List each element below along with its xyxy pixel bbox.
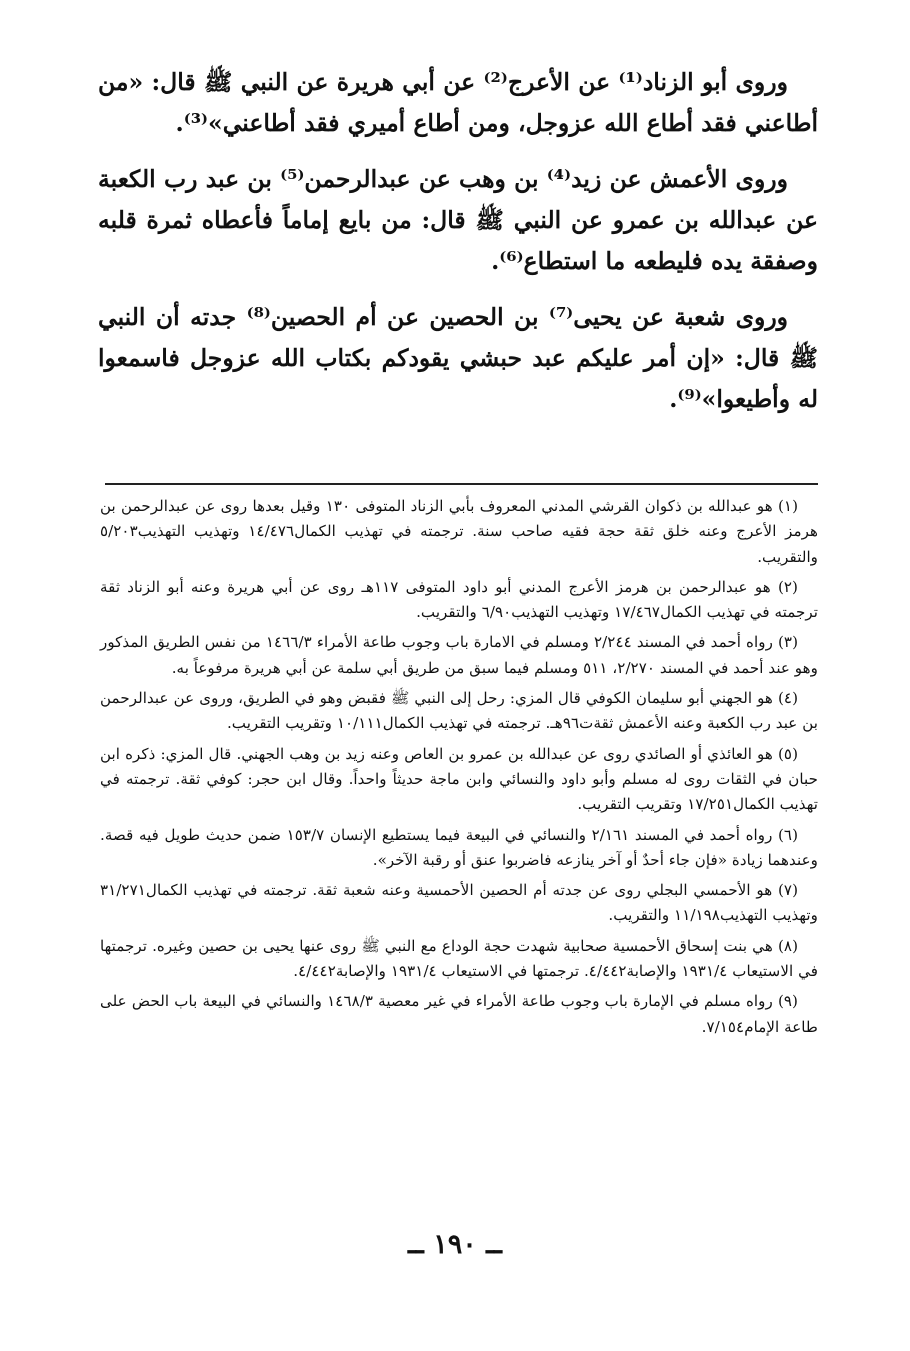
footnote-1: (١) هو عبدالله بن ذكوان القرشي المدني المعروف بأبي الزناد المتوفى ١٣٠ وقيل بعدها روى عن عبدالرحمن بن هرمز الأعرج وعنه خلق ثقة حجة فقيه صاحب سنة. ترجمته في تهذيب الكمال١٤/٤٧٦ وتهذيب التهذيب٥/٢٠٣ والتقريب. — [100, 497, 818, 566]
footnote-8: (٨) هي بنت إسحاق الأحمسية صحابية شهدت حجة الوداع مع النبي ﷺ روى عنها يحيى بن حصين وغيره. ترجمتها في الاستيعاب ١٩٣١/٤ والإصابة٤/٤٤٢. ترجمتها في الاستيعاب ١٩٣١/٤ والإصابة٤/٤٤٢. — [100, 936, 818, 981]
footnote-7: (٧) هو الأحمسي البجلي روى عن جدته أم الحصين الأحمسية وعنه شعبة ثقة. ترجمته في تهذيب الكمال٣١/٢٧١ وتهذيب التهذيب١١/١٩٨ والتقريب. — [100, 881, 818, 925]
footnotes-section — [100, 494, 818, 1045]
footnote-6: (٦) رواه أحمد في المسند ٢/١٦١ والنسائي في البيعة فيما يستطيع الإنسان ١٥٣/٧ ضمن حديث طويل فيه قصة. وعندهما زيادة «فإن جاء أحدٌ أو آخر ينازعه فاضربوا عنق أو رقبة الآخر». — [100, 825, 818, 869]
main-paragraph-1: وروى أبو الزناد⁽¹⁾ عن الأعرج⁽²⁾ عن أبي هريرة عن النبي ﷺ قال: «من أطاعني فقد أطاع الله عزوجل، ومن أطاع أميري فقد أطاعني»⁽³⁾. — [98, 68, 818, 137]
footnote-9: (٩) رواه مسلم في الإمارة باب وجوب طاعة الأمراء في غير معصية ١٤٦٨/٣ والنسائي في البيعة باب الحض على طاعة الإمام٧/١٥٤. — [100, 992, 818, 1036]
main-text-body — [98, 62, 818, 435]
footnote-4: (٤) هو الجهني أبو سليمان الكوفي قال المزي: رحل إلى النبي ﷺ فقبض وهو في الطريق، وروى عن عبدالرحمن بن عبد رب الكعبة وعنه الأعمش ثقةت٩٦هـ. ترجمته في تهذيب الكمال١٠/١١١ وتقريب التقريب. — [100, 689, 818, 733]
footnote-3: (٣) رواه أحمد في المسند ٢/٢٤٤ ومسلم في الامارة باب وجوب طاعة الأمراء ١٤٦٦/٣ من نفس الطريق المذكور وهو عند أحمد في المسند ٢/٢٧٠، ٥١١ ومسلم فيما سبق من طريق أبي سلمة عن أبي هريرة مرفوعاً به. — [100, 633, 818, 677]
main-paragraph-2: وروى الأعمش عن زيد⁽⁴⁾ بن وهب عن عبدالرحمن⁽⁵⁾ بن عبد رب الكعبة عن عبدالله بن عمرو عن النبي ﷺ قال: من بايع إماماً فأعطاه ثمرة قلبه وصفقة يده فليطعه ما استطاع⁽⁶⁾. — [98, 165, 818, 275]
footnote-2: (٢) هو عبدالرحمن بن هرمز الأعرج المدني أبو داود المتوفى ١١٧هـ روى عن أبي هريرة وعنه أبو الزناد ثقة ترجمته في تهذيب الكمال١٧/٤٦٧ وتهذيب التهذيب٦/٩٠ والتقريب. — [100, 577, 818, 622]
main-paragraph-3: وروى شعبة عن يحيى⁽⁷⁾ بن الحصين عن أم الحصين⁽⁸⁾ جدته أن النبي ﷺ قال: «إن أمر عليكم عبد حبشي يقودكم بكتاب الله عزوجل فاسمعوا له وأطيعوا»⁽⁹⁾. — [98, 303, 818, 413]
footnote-5: (٥) هو العائذي أو الصائدي روى عن عبدالله بن عمرو بن العاص وعنه زيد بن وهب الجهني. قال المزي: ذكره ابن حبان في الثقات روى له مسلم وأبو داود والنسائي وابن ماجة حديثاً واحداً. وقال ابن حجر: كوفي ثقة. ترجمته في تهذيب الكمال١٧/٢٥١ وتقريب التقريب. — [100, 744, 818, 814]
footnote-separator-rule — [105, 483, 818, 485]
page-number: ــ ١٩٠ ــ — [408, 1229, 502, 1260]
